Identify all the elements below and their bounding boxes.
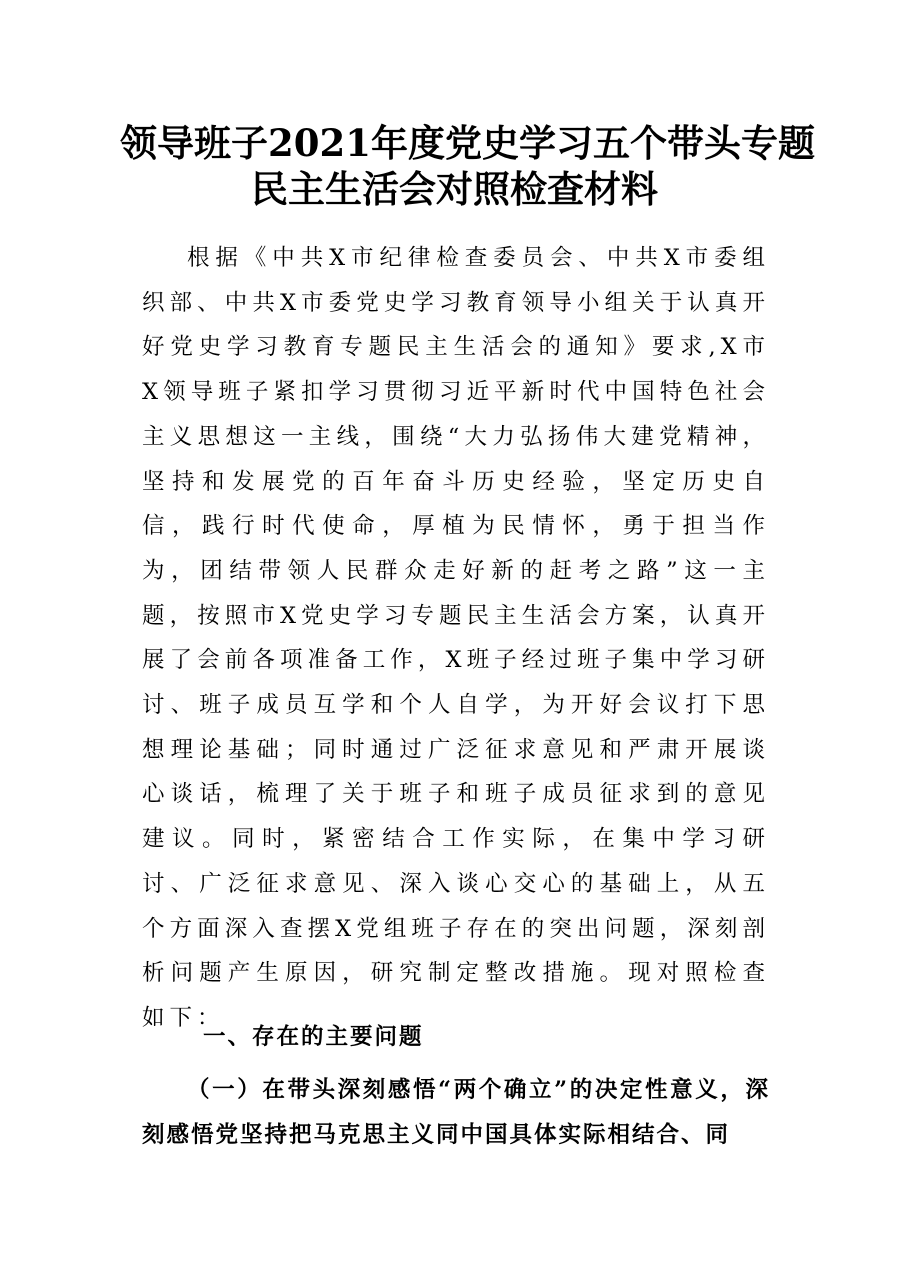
document-title-line-1: 领导班子2021年度党史学习五个带头专题	[120, 121, 815, 165]
subsection-heading-1: （一）在带头深刻感悟“两个确立”的决定性意义，深刻感悟党坚持把马克思主义同中国具体实际相结合、同	[142, 1077, 770, 1148]
intro-paragraph: 根据《中共X市纪律检查委员会、中共X市委组织部、中共X市委党史学习教育领导小组关于认真开好党史学习教育专题民主生活会的通知》要求,X市X领导班子紧扣学习贯彻习近平新时代中国特色社会主义思想这一主线，围绕“大力弘扬伟大建党精神，坚持和发展党的百年奋斗历史经验，坚定历史自信，践行时代使命，厚植为民情怀，勇于担当作为，团结带领人民群众走好新的赶考之路”这一主题，按照市X党史学习专题民主生活会方案，认真开展了会前各项准备工作，X班子经过班子集中学习研讨、班子成员互学和个人自学，为开好会议打下思想理论基础；同时通过广泛征求意见和严肃开展谈心谈话，梳理了关于班子和班子成员征求到的意见建议。同时，紧密结合工作实际，在集中学习研讨、广泛征求意见、深入谈心交心的基础上，从五个方面深入查摆X党组班子存在的突出问题，深刻剖析问题产生原因，研究制定整改措施。现对照检查如下：	[142, 245, 770, 1031]
document-title-line-2: 民主生活会对照检查材料	[251, 167, 658, 211]
section-heading-main-problems: 一、存在的主要问题	[203, 1024, 424, 1050]
